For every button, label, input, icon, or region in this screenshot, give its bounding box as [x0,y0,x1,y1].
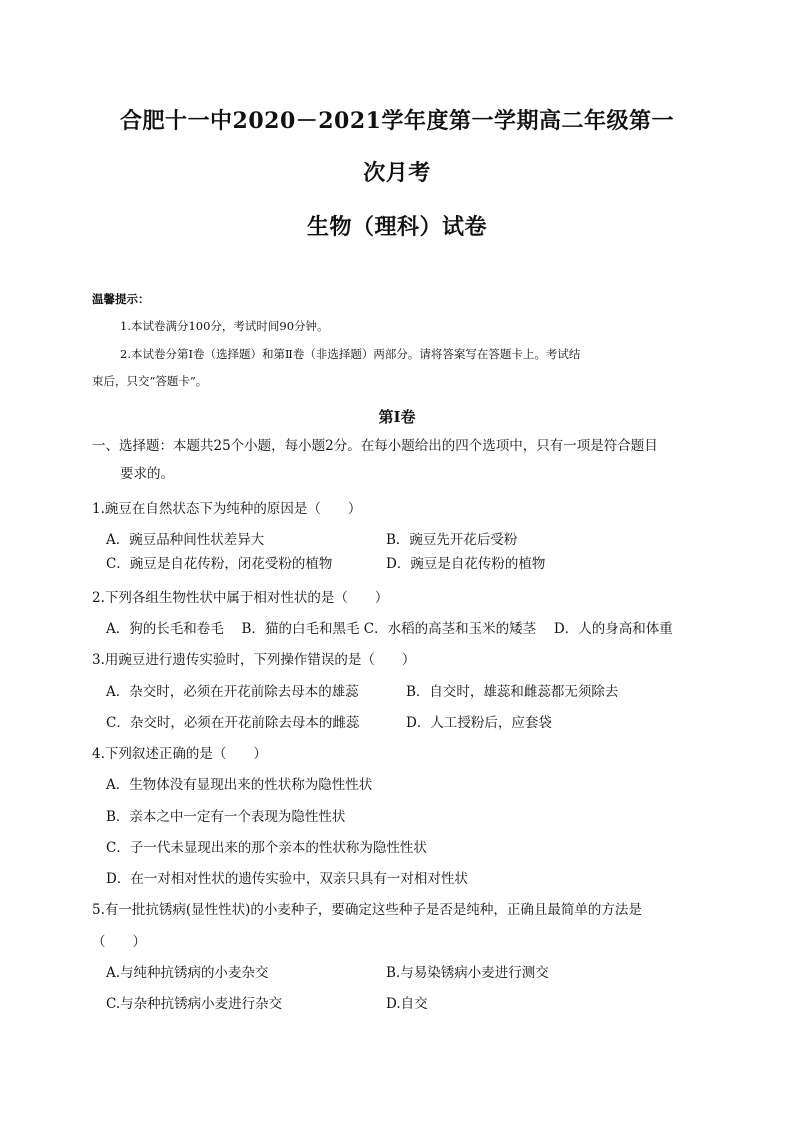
exam-subtitle: 生物（理科）试卷 [306,214,487,240]
section-heading: 第Ⅰ卷 [378,408,416,426]
section-instructions-line2: 要求的。 [120,466,174,482]
question-4-option-d: D．在一对相对性状的遗传实验中，双亲只具有一对相对性状 [106,871,468,887]
question-4-stem: 4.下列叙述正确的是（ ） [92,746,267,762]
question-5-option-c: C.与杂种抗锈病小麦进行杂交 [106,996,283,1012]
tip-item-2-line1: 2.本试卷分第Ⅰ卷（选择题）和第Ⅱ卷（非选择题）两部分。请将答案写在答题卡上。考试结 [120,347,581,361]
question-4-option-b: B．亲本之中一定有一个表现为隐性性状 [106,809,346,825]
question-3-option-d: D．人工授粉后，应套袋 [406,715,552,731]
question-5-option-b: B.与易染锈病小麦进行测交 [386,965,549,981]
question-3-option-a: A．杂交时，必须在开花前除去母本的雄蕊 [106,684,359,700]
exam-title-line1: 合肥十一中2020－2021学年度第一学期高二年级第一 [120,108,674,134]
tip-item-1: 1.本试卷满分100分，考试时间90分钟。 [120,319,329,333]
section-instructions-line1: 一、选择题：本题共25个小题，每小题2分。在每小题给出的四个选项中，只有一项是符合题目 [92,438,658,454]
question-2-stem: 2.下列各组生物性状中属于相对性状的是（ ） [92,590,389,606]
exam-title-line2: 次月考 [363,160,431,186]
question-5-option-d: D.自交 [386,996,428,1012]
tip-item-2-line2: 束后，只交“答题卡”。 [92,374,208,388]
question-4-option-a: A．生物体没有显现出来的性状称为隐性性状 [106,777,373,793]
question-3-option-b: B．自交时，雄蕊和雌蕊都无须除去 [406,684,619,700]
question-3-stem: 3.用豌豆进行遗传实验时，下列操作错误的是（ ） [92,652,416,668]
question-5-stem: 5.有一批抗锈病(显性性状)的小麦种子，要确定这些种子是否是纯种，正确且最简单的方法是 [92,902,642,918]
question-2-options: A．狗的长毛和卷毛 B．猫的白毛和黑毛 C．水稻的高茎和玉米的矮茎 D．人的身高和体重 [106,621,673,637]
question-1-stem: 1.豌豆在自然状态下为纯种的原因是（ ） [92,501,362,517]
question-5-option-a: A.与纯种抗锈病的小麦杂交 [106,965,269,981]
question-1-option-b: B．豌豆先开花后受粉 [386,532,518,548]
question-1-option-c: C．豌豆是自花传粉，闭花受粉的植物 [106,556,333,572]
question-1-option-a: A．豌豆品种间性状差异大 [106,532,265,548]
question-5-stem-line2: （ ） [92,934,146,950]
question-3-option-c: C．杂交时，必须在开花前除去母本的雌蕊 [106,715,360,731]
question-4-option-c: C．子一代未显现出来的那个亲本的性状称为隐性性状 [106,840,427,856]
question-1-option-d: D．豌豆是自花传粉的植物 [386,556,546,572]
tips-label: 温馨提示： [92,292,150,306]
